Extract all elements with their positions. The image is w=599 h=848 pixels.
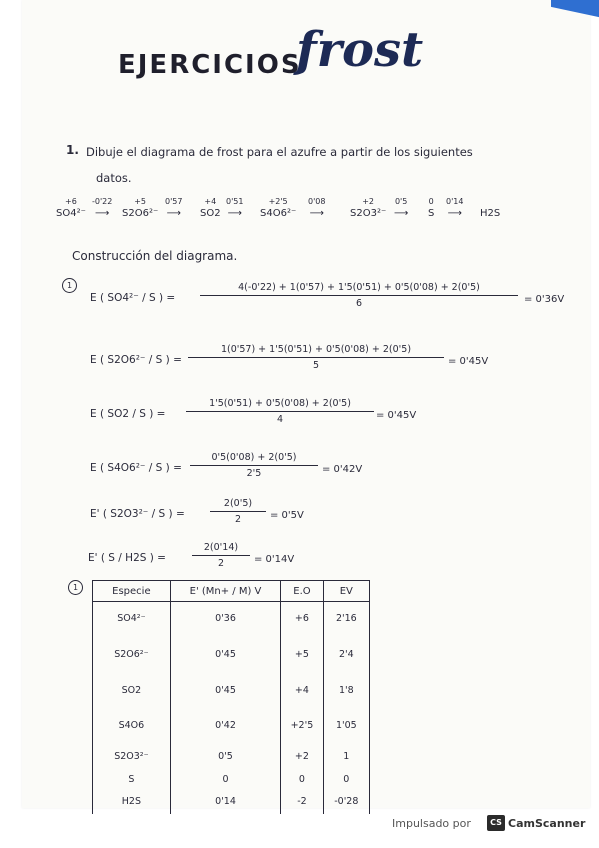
table-row bbox=[93, 708, 370, 744]
statement-line1: Dibuje el diagrama de frost para el azufre a partir de los siguientes bbox=[86, 145, 473, 159]
construction-heading: Construcción del diagrama. bbox=[72, 249, 238, 263]
sequence-bottom-label: S2O6²⁻ bbox=[122, 208, 159, 219]
fraction-denominator: 2 bbox=[217, 558, 225, 569]
powered-by-text: Impulsado por bbox=[392, 817, 471, 830]
equation-result: = 0'14V bbox=[254, 554, 295, 565]
sequence-species bbox=[56, 197, 86, 219]
table-cell: S bbox=[93, 770, 171, 790]
fraction-numerator: 2(0'14) bbox=[203, 542, 239, 553]
sequence-bottom-label: ⟶ bbox=[166, 208, 181, 219]
table-header-cell: E.O bbox=[281, 581, 323, 602]
title-part1: EJERCICIOS bbox=[118, 50, 302, 80]
sequence-bottom-label: ⟶ bbox=[447, 208, 462, 219]
table-cell: S4O6 bbox=[93, 708, 171, 744]
sequence-species bbox=[428, 197, 434, 219]
camscanner-logo: CS bbox=[487, 815, 505, 831]
equation-lhs: E' ( S / H2S ) = bbox=[88, 552, 166, 564]
sequence-bottom-label: ⟶ bbox=[95, 208, 110, 219]
table-cell: S2O3²⁻ bbox=[93, 744, 171, 770]
step-marker-1: 1 bbox=[62, 278, 77, 293]
statement-line2: datos. bbox=[96, 171, 132, 185]
fraction-denominator: 6 bbox=[355, 298, 363, 309]
table-cell: +5 bbox=[281, 636, 323, 674]
table-cell: 1'05 bbox=[323, 708, 369, 744]
fraction-denominator: 4 bbox=[276, 414, 284, 425]
table-header-row bbox=[93, 581, 370, 602]
equation-lhs: E ( SO2 / S ) = bbox=[90, 408, 166, 420]
table-cell: +2'5 bbox=[281, 708, 323, 744]
fraction-denominator: 5 bbox=[312, 360, 320, 371]
table-cell: 0'14 bbox=[170, 790, 280, 814]
table-cell: S2O6²⁻ bbox=[93, 636, 171, 674]
fraction-numerator: 4(-0'22) + 1(0'57) + 1'5(0'51) + 0'5(0'08) + 2(0'5) bbox=[238, 282, 480, 293]
sequence-top-label: +2'5 bbox=[268, 197, 288, 206]
fraction-bar bbox=[192, 555, 250, 556]
table-cell: 0'45 bbox=[170, 674, 280, 708]
sequence-species bbox=[122, 197, 158, 219]
sequence-top-label: 0'08 bbox=[308, 197, 326, 206]
table-row bbox=[93, 602, 370, 636]
table-cell: +2 bbox=[281, 744, 323, 770]
sequence-bottom-label: ⟶ bbox=[394, 208, 409, 219]
equation-result: = 0'45V bbox=[448, 356, 489, 367]
table-cell: -2 bbox=[281, 790, 323, 814]
equation-lhs: E' ( S2O3²⁻ / S ) = bbox=[90, 508, 185, 520]
species-table bbox=[92, 580, 370, 814]
sequence-arrow bbox=[308, 197, 325, 219]
fraction-bar bbox=[200, 295, 518, 296]
table-cell: 1'8 bbox=[323, 674, 369, 708]
table-cell: 2'16 bbox=[323, 602, 369, 636]
equation-fraction bbox=[192, 542, 250, 569]
fraction-numerator: 1(0'57) + 1'5(0'51) + 0'5(0'08) + 2(0'5) bbox=[220, 344, 412, 355]
step-marker-2: 1 bbox=[68, 580, 83, 595]
table-cell: -0'28 bbox=[323, 790, 369, 814]
fraction-denominator: 2 bbox=[234, 514, 242, 525]
sequence-bottom-label: SO4²⁻ bbox=[56, 208, 86, 219]
table-header-cell: E' (Mn+ / M) V bbox=[170, 581, 280, 602]
fraction-numerator: 0'5(0'08) + 2(0'5) bbox=[211, 452, 297, 463]
table-header-cell: Especie bbox=[93, 581, 171, 602]
fraction-numerator: 2(0'5) bbox=[223, 498, 253, 509]
sequence-top-label: 0'51 bbox=[226, 197, 244, 206]
equation-fraction bbox=[188, 344, 444, 371]
equation-result: = 0'45V bbox=[376, 410, 417, 421]
exercise-number: 1. bbox=[66, 143, 79, 157]
title-part2: frost bbox=[296, 22, 424, 78]
fraction-bar bbox=[188, 357, 444, 358]
table-row bbox=[93, 674, 370, 708]
table-cell: 0 bbox=[281, 770, 323, 790]
table-row bbox=[93, 770, 370, 790]
sequence-top-label: +4 bbox=[204, 197, 217, 206]
table-cell: 0 bbox=[170, 770, 280, 790]
table-row bbox=[93, 636, 370, 674]
sequence-species bbox=[350, 197, 386, 219]
table-cell: 0 bbox=[323, 770, 369, 790]
equation-result: = 0'42V bbox=[322, 464, 363, 475]
page-title bbox=[118, 18, 424, 88]
sequence-bottom-label: ⟶ bbox=[309, 208, 324, 219]
sequence-arrow bbox=[226, 197, 243, 219]
equation-lhs: E ( SO4²⁻ / S ) = bbox=[90, 292, 176, 304]
fraction-bar bbox=[190, 465, 318, 466]
equation-lhs: E ( S4O6²⁻ / S ) = bbox=[90, 462, 182, 474]
fraction-bar bbox=[186, 411, 374, 412]
table-row bbox=[93, 744, 370, 770]
sequence-top-label: 0'14 bbox=[446, 197, 464, 206]
sequence-species bbox=[200, 197, 221, 219]
table-cell: +4 bbox=[281, 674, 323, 708]
equation-fraction bbox=[210, 498, 266, 525]
equation-fraction bbox=[190, 452, 318, 479]
sequence-species bbox=[480, 197, 500, 219]
table-body bbox=[93, 602, 370, 814]
sequence-species bbox=[260, 197, 296, 219]
sequence-top-label: -0'22 bbox=[92, 197, 113, 206]
sequence-bottom-label: SO2 bbox=[200, 208, 221, 219]
sequence-arrow bbox=[165, 197, 182, 219]
sequence-top-label: 0'5 bbox=[394, 197, 408, 206]
table-cell: 0'36 bbox=[170, 602, 280, 636]
table-cell: SO2 bbox=[93, 674, 171, 708]
equation-result: = 0'36V bbox=[524, 294, 565, 305]
sequence-bottom-label: S bbox=[428, 208, 435, 219]
table-cell: +6 bbox=[281, 602, 323, 636]
equation-result: = 0'5V bbox=[270, 510, 304, 521]
table-cell: 2'4 bbox=[323, 636, 369, 674]
sequence-bottom-label: ⟶ bbox=[227, 208, 242, 219]
equation-fraction bbox=[200, 282, 518, 309]
camscanner-brand: CamScanner bbox=[508, 817, 586, 830]
fraction-denominator: 2'5 bbox=[246, 468, 262, 479]
equation-lhs: E ( S2O6²⁻ / S ) = bbox=[90, 354, 182, 366]
sequence-top-label: 0'57 bbox=[165, 197, 183, 206]
table-cell: 0'45 bbox=[170, 636, 280, 674]
fraction-bar bbox=[210, 511, 266, 512]
table-cell: H2S bbox=[93, 790, 171, 814]
sequence-arrow bbox=[446, 197, 463, 219]
equation-fraction bbox=[186, 398, 374, 425]
sequence-top-label: +6 bbox=[65, 197, 77, 206]
table-cell: SO4²⁻ bbox=[93, 602, 171, 636]
sequence-arrow bbox=[394, 197, 408, 219]
sequence-bottom-label: S2O3²⁻ bbox=[350, 208, 387, 219]
table-cell: 0'5 bbox=[170, 744, 280, 770]
table-row bbox=[93, 790, 370, 814]
sequence-arrow bbox=[92, 197, 112, 219]
sequence-top-label: +2 bbox=[362, 197, 375, 206]
fraction-numerator: 1'5(0'51) + 0'5(0'08) + 2(0'5) bbox=[209, 398, 351, 409]
sequence-top-label bbox=[480, 197, 500, 208]
table-cell: 1 bbox=[323, 744, 369, 770]
sequence-bottom-label: H2S bbox=[480, 208, 501, 219]
sequence-top-label: +5 bbox=[134, 197, 147, 206]
table-header-cell: EV bbox=[323, 581, 369, 602]
table-cell: 0'42 bbox=[170, 708, 280, 744]
sequence-bottom-label: S4O6²⁻ bbox=[260, 208, 297, 219]
sequence-top-label: 0 bbox=[428, 197, 434, 206]
